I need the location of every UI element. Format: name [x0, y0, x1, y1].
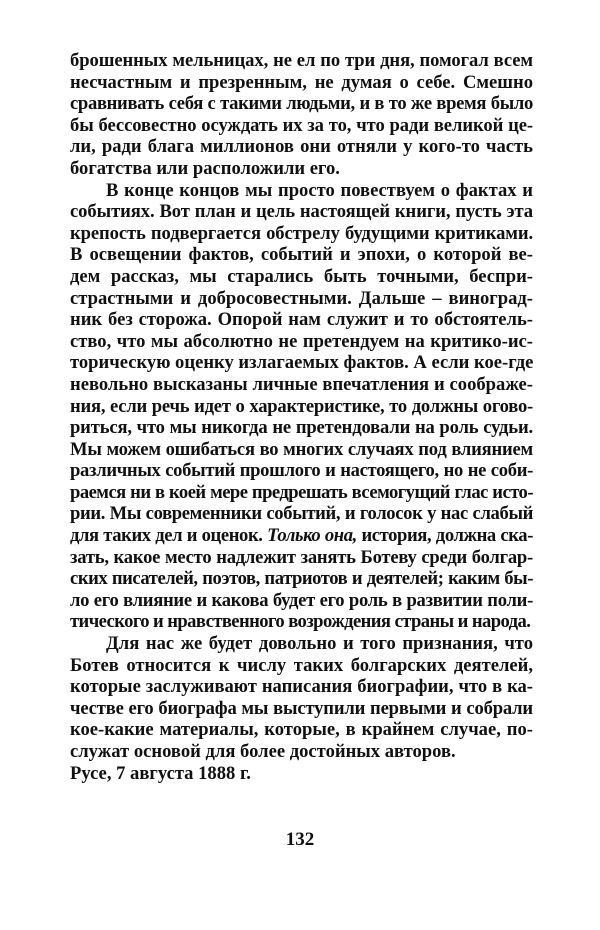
paragraph [70, 180, 533, 633]
text-line: Для нас же будет довольно и того признания, что [106, 633, 533, 655]
page-body [70, 50, 533, 784]
text-line: Мы можем ошибаться во многих случаях под влиянием [70, 438, 533, 460]
text-line: различных событий прошлого и настоящего, но не соби- [70, 460, 533, 482]
page-number: 132 [285, 829, 315, 850]
text-line: невольно высказаны личные впечатления и соображе- [70, 373, 533, 395]
text-line: рии. Мы современники событий, и голосок у нас слабый [70, 503, 533, 525]
text-line: раемся ни в коей мере предрешать всемогущий глас исто- [70, 481, 533, 503]
text-line: бы бессовестно осуждать их за то, что ради великой це- [70, 114, 533, 136]
text-line: крепость подвергается обстрелу будущими критиками. [70, 222, 533, 244]
text-line [70, 525, 533, 547]
text-line: В освещении фактов, событий и эпохи, о которой ве- [70, 244, 533, 266]
text-line: служат основой для более достойных авторов. [70, 741, 456, 762]
text-line: кое-какие материалы, которые, в крайнем случае, по- [70, 719, 533, 741]
text-line: Русе, 7 августа 1888 г. [70, 762, 251, 784]
text-line: зать, какое место надлежит занять Ботеву среди болгар- [70, 546, 533, 568]
text-line: сравнивать себя с такими людьми, и в то же время было [70, 93, 533, 115]
text-line: страстными и добросовестными. Дальше – виноград- [70, 287, 533, 309]
text-line: несчастным и презренным, не думая о себе. Смешно [70, 71, 533, 93]
text-line: ли, ради блага миллионов они отняли у кого-то часть [70, 136, 533, 158]
text-line: брошенных мельницах, не ел по три дня, помогал всем [70, 50, 533, 71]
italic-text: Только она, [267, 525, 357, 547]
paragraph [70, 50, 533, 180]
text-line: событиях. Вот план и цель настоящей книги, пусть эта [70, 201, 533, 223]
text-line: дем рассказ, мы старались быть точными, беспри- [70, 265, 533, 287]
text-line: честве его биографа мы выступили первыми и собрали [70, 697, 533, 719]
text-line: В конце концов мы просто повествуем о фактах и [106, 179, 533, 201]
text-line: ник без сторожа. Опорой нам служит и то обстоятель- [70, 309, 533, 331]
text-line: риться, что мы никогда не претендовали на роль судьи. [70, 417, 533, 439]
text-line: богатства или расположили его. [70, 157, 340, 179]
paragraph [70, 763, 533, 785]
text-line: тического и нравственного возрождения страны и народа. [70, 611, 531, 633]
text-line: торическую оценку излагаемых фактов. А если кое-где [70, 352, 534, 374]
text-segment: история, должна ска- [356, 525, 533, 547]
text-line: ских писателей, поэтов, патриотов и деятелей; каким бы- [70, 568, 533, 590]
text-line: Ботев относится к числу таких болгарских деятелей, [70, 654, 533, 676]
paragraph [70, 633, 533, 763]
text-line: которые заслуживают написания биографии, что в ка- [70, 676, 533, 698]
text-line: ство, что мы абсолютно не претендуем на критико-ис- [70, 330, 533, 352]
text-line: ло его влияние и какова будет его роль в развитии поли- [70, 589, 533, 611]
text-line: ния, если речь идет о характеристике, то должны огово- [70, 395, 533, 417]
text-segment: для таких дел и оценок. [70, 525, 268, 547]
